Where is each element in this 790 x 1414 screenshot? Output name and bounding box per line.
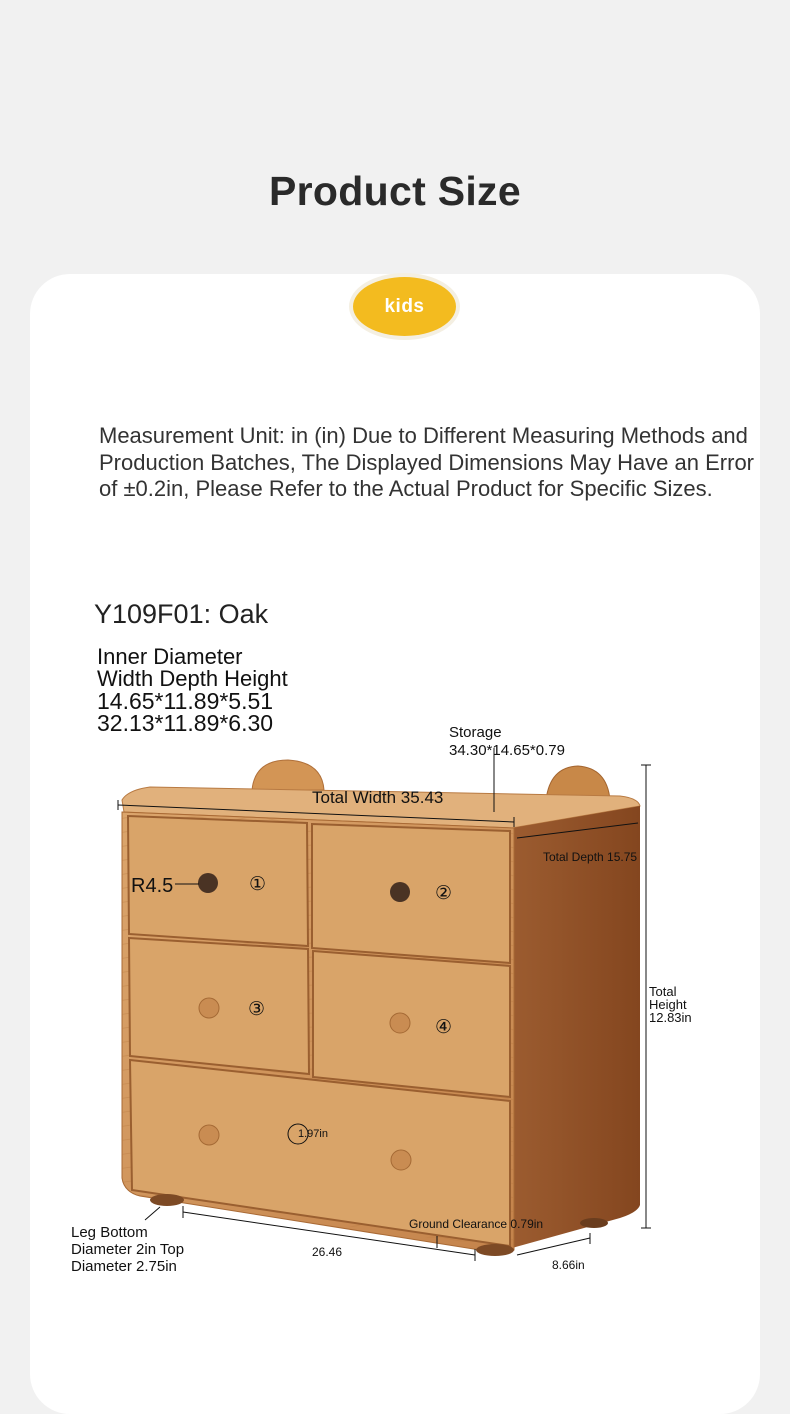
knob-5 xyxy=(199,1125,219,1145)
knob-4 xyxy=(390,1013,410,1033)
storage-label: Storage xyxy=(449,724,502,741)
leg-front-right xyxy=(476,1244,514,1256)
drawer-number-4: ④ xyxy=(435,1017,453,1038)
leg-front-left xyxy=(150,1194,184,1206)
drawer-2 xyxy=(312,824,510,963)
top-ear-left xyxy=(252,760,324,790)
total-height-label: Total Height 12.83in xyxy=(649,984,692,1025)
storage-value: 34.30*14.65*0.79 xyxy=(449,742,565,759)
specs-heading-2: Width Depth Height xyxy=(97,665,288,691)
ground-clearance-label: Ground Clearance 0.79in xyxy=(409,1217,544,1231)
drawer-number-3: ③ xyxy=(248,999,266,1020)
total-depth-label: Total Depth 15.75 xyxy=(543,850,638,864)
total-width-label: Total Width 35.43 xyxy=(312,788,444,807)
leg-back-right xyxy=(580,1218,608,1228)
drawer-number-2: ② xyxy=(435,883,453,904)
specs-large-drawer: 32.13*11.89*6.30 xyxy=(97,709,274,736)
knob-2 xyxy=(390,882,410,902)
drawer-number-1: ① xyxy=(249,874,267,895)
bottom-width-label: 26.46 xyxy=(312,1245,343,1259)
knob-3 xyxy=(199,998,219,1018)
drawer-4 xyxy=(313,951,510,1097)
knob-radius-label: R4.5 xyxy=(131,875,174,897)
specs-heading-1: Inner Diameter xyxy=(97,644,243,669)
specs-small-drawer: 14.65*11.89*5.51 xyxy=(97,688,274,714)
measurement-notice: Measurement Unit: in (in) Due to Different Measuring Methods and Production Batches, The Displayed Dimensions May Have an Error of ±0.2in, Please Refer to the Actual Product for Specific Sizes. xyxy=(99,423,755,501)
dresser-side xyxy=(512,806,640,1248)
bottom-depth-label: 8.66in xyxy=(552,1258,585,1272)
kids-badge: kids xyxy=(353,277,456,336)
model-name: Y109F01: Oak xyxy=(94,599,269,629)
page-title: Product Size xyxy=(269,168,521,214)
knob-6 xyxy=(391,1150,411,1170)
knob-1 xyxy=(198,873,218,893)
leg-diameter-label: Leg Bottom Diameter 2in Top Diameter 2.75in xyxy=(71,1224,185,1275)
knob-diameter-label: 1.97in xyxy=(298,1128,328,1140)
